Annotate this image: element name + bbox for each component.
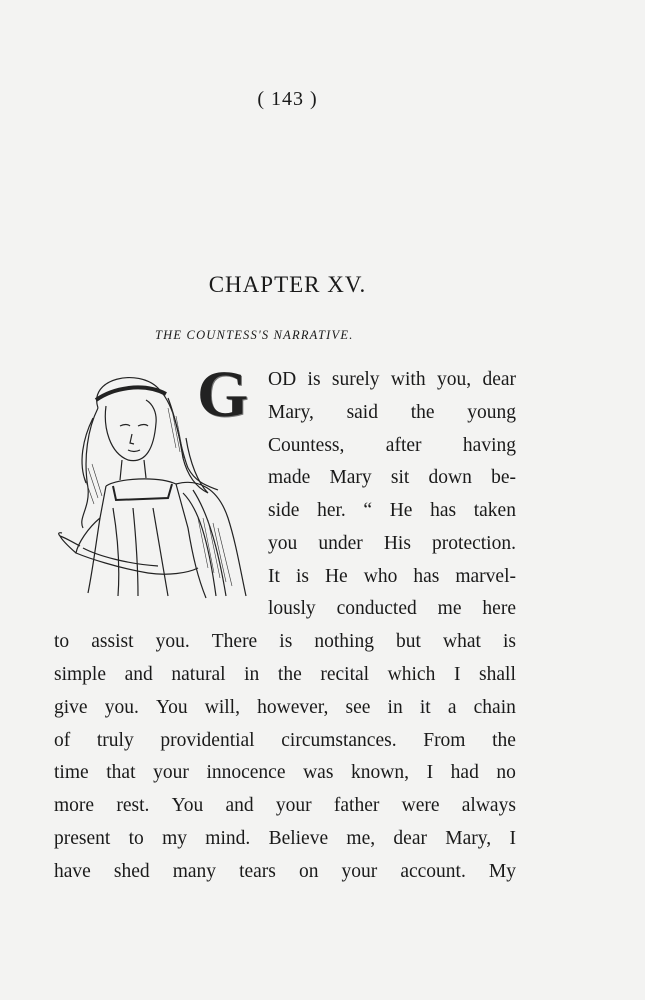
text-line: to assist you. There is nothing but what is [54, 631, 516, 652]
text-line: you under His protection. [268, 533, 516, 554]
text-line: present to my mind. Believe me, dear Mary, I [54, 828, 516, 849]
page-number: ( 143 ) [257, 88, 318, 110]
text-line: Mary, said the young [268, 402, 516, 423]
text-line: have shed many tears on your account. My [54, 861, 516, 882]
text-line: Countess, after having [268, 435, 516, 456]
text-line: side her. “ He has taken [268, 500, 516, 521]
text-line: simple and natural in the recital which I shall [54, 664, 516, 685]
chapter-subtitle: THE COUNTESS'S NARRATIVE. [155, 328, 354, 342]
text-line: give you. You will, however, see in it a chain [54, 697, 516, 718]
text-line: time that your innocence was known, I had no [54, 762, 516, 783]
text-line: OD is surely with you, dear [268, 369, 516, 390]
text-line: more rest. You and your father were always [54, 795, 516, 816]
text-line: It is He who has marvel- [268, 566, 516, 587]
drop-cap: G [197, 358, 249, 431]
chapter-title: CHAPTER XV. [208, 272, 367, 297]
text-line: of truly providential circumstances. From the [54, 730, 516, 751]
text-line: made Mary sit down be- [268, 467, 516, 488]
text-line: lously conducted me here [268, 598, 516, 619]
